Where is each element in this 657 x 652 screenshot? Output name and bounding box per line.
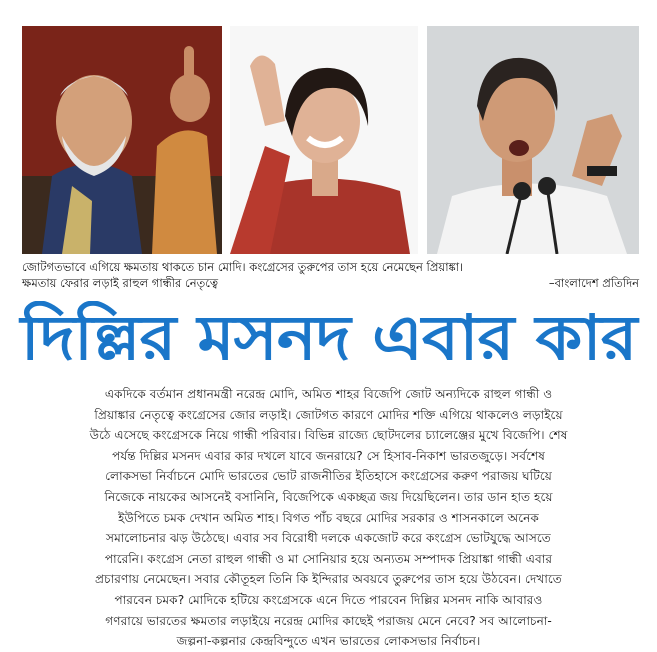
article-line: ইউপিতে চমক দেখান অমিত শাহ। বিগত পাঁচ বছরে মোদির সরকার ও শাসনকালে অনেক (118, 510, 539, 525)
rahul-illustration (427, 26, 639, 254)
article-line: পর্যন্ত দিল্লির মসনদ এবার কার দখলে যাবে জনরায়ে? সে হিসাব-নিকাশ ভারতজুড়ে। সর্বশেষ (112, 448, 545, 463)
article-line: লোকসভা নির্বাচনে মোদি ভারতের ভোট রাজনীতির ইতিহাসে কংগ্রেসের করুণ পরাজয় ঘটিয়ে (105, 469, 552, 484)
modi-illustration (22, 26, 222, 254)
article-line: নিজেকে নায়কের আসনেই বসানিনি, বিজেপিকে একচ্ছত্র জয় দিয়েছিলেন। তার ডান হাত হয়ে (104, 489, 553, 504)
priyanka-illustration (230, 26, 418, 254)
caption-line-2 (22, 275, 639, 291)
article-line: পারবেন চমক? মোদিকে হটিয়ে কংগ্রেসকে এনে দিতে পারবেন দিল্লির মসনদ নাকি আবারও (114, 592, 543, 607)
article-line: প্রচারণায় নেমেছেন। সবার কৌতূহল তিনি কি ইন্দিরার অবয়বে তুরুপের তাস হয়ে উঠবেন। দেখাতে (95, 572, 562, 587)
article-line: একদিকে বর্তমান প্রধানমন্ত্রী নরেন্দ্র মোদি, অমিত শাহর বিজেপি জোট অন্যদিকে রাহুল গান্ধী ও (104, 387, 553, 401)
article-line: গণরায়ে ভারতের ক্ষমতার লড়াইয়ে নরেন্দ্র মোদির কাছেই পরাজয় মেনে নেবে? সব আলোচনা- (105, 613, 552, 628)
headline: দিল্লির মসনদ এবার কার (20, 301, 637, 374)
modi-photo (22, 26, 222, 254)
article-line: প্রিয়াঙ্কার নেতৃত্বে কংগ্রেসের জোর লড়াই। জোটগত কারণে মোদির শক্তি এগিয়ে থাকলেও লড়াইয়ে (94, 407, 563, 422)
caption-credit: –বাংলাদেশ প্রতিদিন (548, 276, 639, 290)
rahul-photo (427, 26, 639, 254)
priyanka-photo (230, 26, 418, 254)
caption-line-2-text: ক্ষমতায় ফেরার লড়াই রাহুল গান্ধীর নেতৃত্বে (22, 276, 218, 290)
photo-caption (22, 259, 639, 291)
article-line: উঠে এসেছে কংগ্রেসকে নিয়ে গান্ধী পরিবার। বিভিন্ন রাজ্যে ছোটদলের চ্যালেঞ্জের মুখে বিজেপি। শেষ (89, 428, 568, 443)
caption-line-1: জোটগতভাবে এগিয়ে ক্ষমতায় থাকতে চান মোদি। কংগ্রেসের তুরুপের তাস হয়ে নেমেছেন প্রিয়াঙ্কা। (22, 260, 464, 274)
article-line: পারেনি। কংগ্রেস নেতা রাহুল গান্ধী ও মা সোনিয়ার হয়ে অন্যতম সম্পাদক প্রিয়াঙ্কা গান্ধী এবার (104, 551, 553, 566)
photo-strip (0, 0, 657, 262)
article-line: জল্পনা-কল্পনার কেন্দ্রবিন্দুতে এখন ভারতের লোকসভার নির্বাচন। (176, 634, 481, 649)
article-line: সমালোচনার ঝড় উঠেছে। এবার সব বিরোধী দলকে একজোট করে কংগ্রেস ভোটযুদ্ধে আসতে (106, 531, 551, 546)
article-body (12, 384, 645, 652)
